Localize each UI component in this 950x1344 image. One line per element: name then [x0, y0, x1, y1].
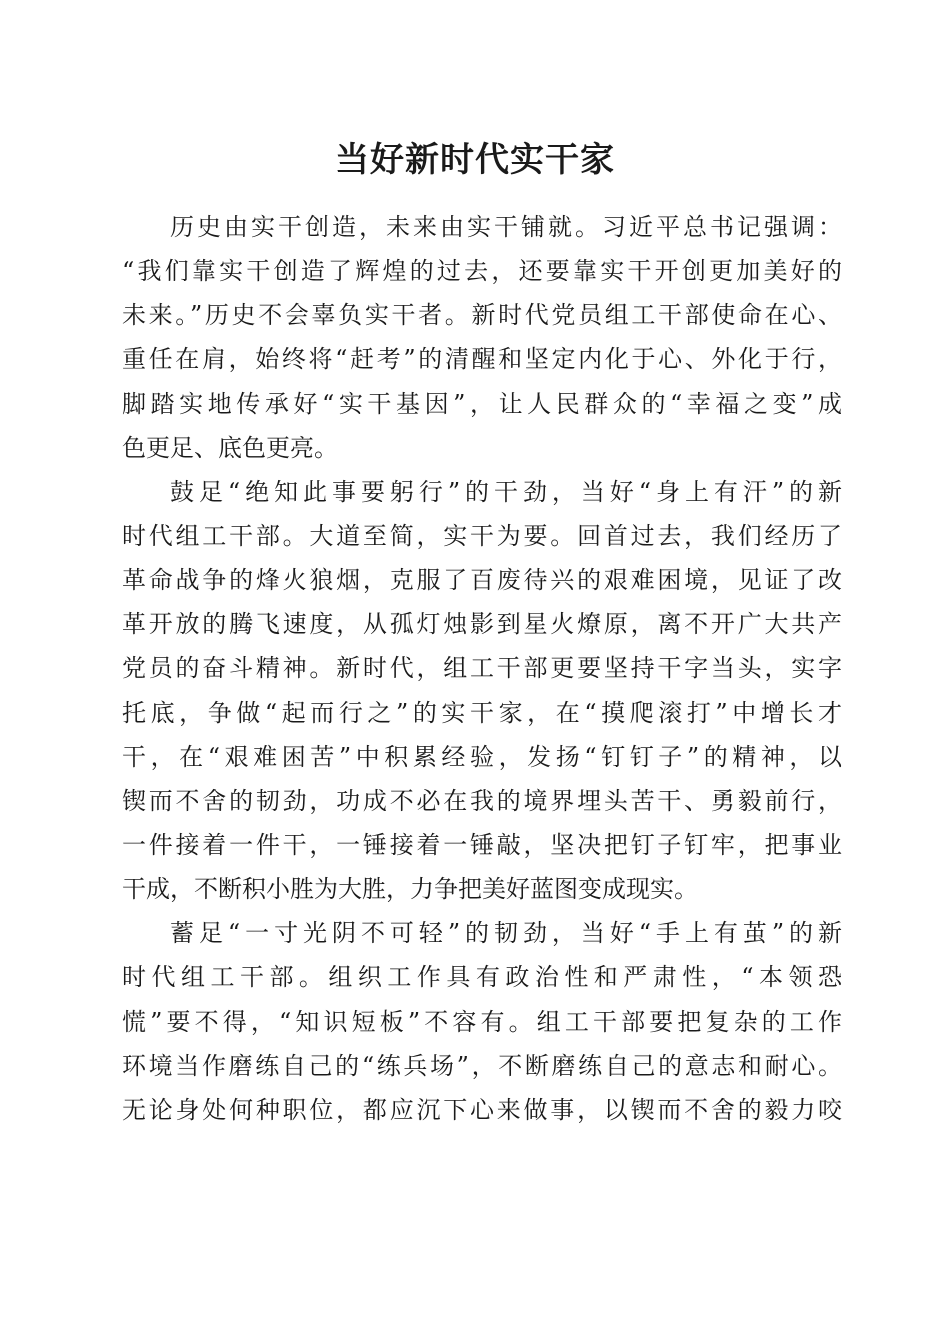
text-line: 革命战争的烽火狼烟，克服了百废待兴的艰难困境，见证了改: [122, 566, 842, 595]
text-line: 锲而不舍的韧劲，功成不必在我的境界埋头苦干、勇毅前行，: [122, 786, 842, 815]
text-line: 时代组工干部。组织工作具有政治性和严肃性，“本领恐: [122, 963, 842, 992]
text-line: 色更足、底色更亮。: [122, 433, 338, 462]
text-line: 重任在肩，始终将“赶考”的清醒和坚定内化于心、外化于行，: [122, 345, 842, 374]
text-line: “我们靠实干创造了辉煌的过去，还要靠实干开创更加美好的: [122, 257, 842, 286]
text-line: 时代组工干部。大道至简，实干为要。回首过去，我们经历了: [122, 521, 842, 550]
text-line: 革开放的腾飞速度，从孤灯烛影到星火燎原，离不开广大共产: [122, 610, 842, 639]
text-line: 环境当作磨练自己的“练兵场”，不断磨练自己的意志和耐心。: [122, 1051, 842, 1080]
text-line: 无论身处何种职位，都应沉下心来做事，以锲而不舍的毅力咬: [122, 1095, 842, 1124]
text-line: 蓄足“一寸光阴不可轻”的韧劲，当好“手上有茧”的新: [170, 919, 842, 948]
text-line: 干成，不断积小胜为大胜，力争把美好蓝图变成现实。: [122, 875, 698, 904]
document-body: [122, 205, 842, 1132]
text-line: 脚踏实地传承好“实干基因”，让人民群众的“幸福之变”成: [122, 389, 842, 418]
text-line: 慌”要不得，“知识短板”不容有。组工干部要把复杂的工作: [122, 1007, 842, 1036]
text-line: 一件接着一件干，一锤接着一锤敲，坚决把钉子钉牢，把事业: [122, 830, 842, 859]
document-title: 当好新时代实干家: [335, 140, 615, 180]
text-line: 党员的奋斗精神。新时代，组工干部更要坚持干字当头，实字: [122, 654, 842, 683]
text-line: 未来。”历史不会辜负实干者。新时代党员组工干部使命在心、: [122, 301, 842, 330]
text-line: 干，在“艰难困苦”中积累经验，发扬“钉钉子”的精神，以: [122, 742, 842, 771]
text-line: 托底，争做“起而行之”的实干家，在“摸爬滚打”中增长才: [122, 698, 842, 727]
text-line: 鼓足“绝知此事要躬行”的干劲，当好“身上有汗”的新: [170, 477, 842, 506]
text-line: 历史由实干创造，未来由实干铺就。习近平总书记强调：: [170, 213, 842, 241]
